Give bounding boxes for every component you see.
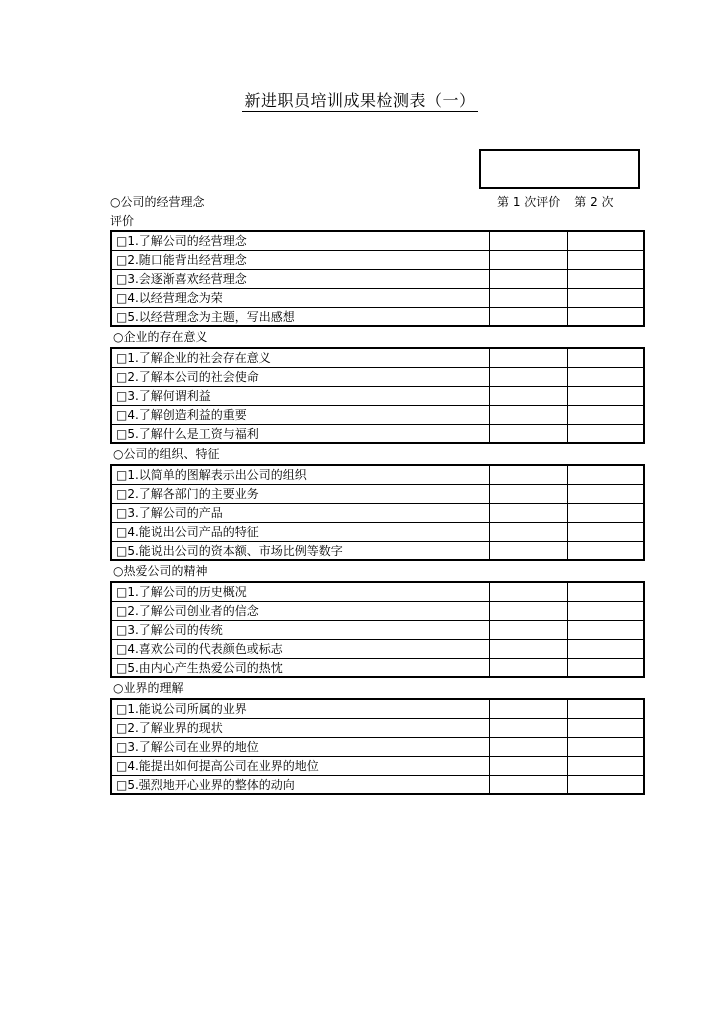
table-row bbox=[111, 307, 644, 326]
section-title: ○业界的理解 bbox=[113, 681, 184, 695]
evaluation-1-cell[interactable] bbox=[489, 250, 567, 269]
table-row bbox=[111, 541, 644, 560]
checklist-item[interactable]: □2.随口能背出经营理念 bbox=[111, 250, 489, 269]
score-box[interactable] bbox=[479, 149, 640, 189]
table-row bbox=[111, 699, 644, 718]
evaluation-1-cell[interactable] bbox=[489, 541, 567, 560]
evaluation-1-cell[interactable] bbox=[489, 348, 567, 367]
evaluation-1-cell[interactable] bbox=[489, 269, 567, 288]
evaluation-1-cell[interactable] bbox=[489, 775, 567, 794]
evaluation-1-cell[interactable] bbox=[489, 307, 567, 326]
evaluation-2-cell[interactable] bbox=[567, 250, 644, 269]
evaluation-2-cell[interactable] bbox=[567, 522, 644, 541]
checklist-item[interactable]: □5.了解什么是工资与福利 bbox=[111, 424, 489, 443]
evaluation-1-cell[interactable] bbox=[489, 405, 567, 424]
checklist-item[interactable]: □3.会逐渐喜欢经营理念 bbox=[111, 269, 489, 288]
evaluation-1-cell[interactable] bbox=[489, 231, 567, 250]
checklist-item[interactable]: □2.了解业界的现状 bbox=[111, 718, 489, 737]
evaluation-1-cell[interactable] bbox=[489, 288, 567, 307]
evaluation-1-cell[interactable] bbox=[489, 582, 567, 601]
document-title-text: 新进职员培训成果检测表（一） bbox=[244, 91, 476, 110]
evaluation-1-cell[interactable] bbox=[489, 503, 567, 522]
table-row bbox=[111, 405, 644, 424]
evaluation-label: 评价 bbox=[110, 214, 135, 228]
evaluation-2-cell[interactable] bbox=[567, 601, 644, 620]
evaluation-1-cell[interactable] bbox=[489, 620, 567, 639]
evaluation-2-cell[interactable] bbox=[567, 231, 644, 250]
section-title: ○热爱公司的精神 bbox=[113, 564, 208, 578]
evaluation-1-cell[interactable] bbox=[489, 718, 567, 737]
table-row bbox=[111, 522, 644, 541]
checklist-item[interactable]: □5.由内心产生热爱公司的热忱 bbox=[111, 658, 489, 677]
evaluation-1-cell[interactable] bbox=[489, 424, 567, 443]
checklist-item[interactable]: □4.了解创造利益的重要 bbox=[111, 405, 489, 424]
table-row bbox=[111, 601, 644, 620]
table-row bbox=[111, 756, 644, 775]
checklist-item[interactable]: □3.了解何谓利益 bbox=[111, 386, 489, 405]
evaluation-2-cell[interactable] bbox=[567, 658, 644, 677]
evaluation-2-cell[interactable] bbox=[567, 424, 644, 443]
checklist-item[interactable]: □5.能说出公司的资本额、市场比例等数字 bbox=[111, 541, 489, 560]
evaluation-1-cell[interactable] bbox=[489, 658, 567, 677]
evaluation-1-cell[interactable] bbox=[489, 756, 567, 775]
evaluation-2-label: 第 2 次 bbox=[574, 195, 614, 209]
table-row bbox=[111, 658, 644, 677]
section-title: ○公司的组织、特征 bbox=[113, 447, 220, 461]
checklist-item[interactable]: □2.了解公司创业者的信念 bbox=[111, 601, 489, 620]
checklist-item[interactable]: □1.能说公司所属的业界 bbox=[111, 699, 489, 718]
checklist-item[interactable]: □3.了解公司的传统 bbox=[111, 620, 489, 639]
checklist-item[interactable]: □3.了解公司在业界的地位 bbox=[111, 737, 489, 756]
table-row bbox=[111, 465, 644, 484]
table-row bbox=[111, 424, 644, 443]
checklist-item[interactable]: □1.了解公司的历史概况 bbox=[111, 582, 489, 601]
checklist-item[interactable]: □2.了解本公司的社会使命 bbox=[111, 367, 489, 386]
evaluation-1-cell[interactable] bbox=[489, 386, 567, 405]
table-row bbox=[111, 620, 644, 639]
table-row bbox=[111, 250, 644, 269]
evaluation-1-cell[interactable] bbox=[489, 639, 567, 658]
evaluation-2-cell[interactable] bbox=[567, 775, 644, 794]
evaluation-header bbox=[497, 193, 614, 210]
section-title: ○企业的存在意义 bbox=[113, 330, 208, 344]
evaluation-2-cell[interactable] bbox=[567, 386, 644, 405]
checklist-table bbox=[110, 581, 645, 678]
table-row bbox=[111, 718, 644, 737]
evaluation-1-cell[interactable] bbox=[489, 601, 567, 620]
checklist-item[interactable]: □1.以简单的图解表示出公司的组织 bbox=[111, 465, 489, 484]
evaluation-2-cell[interactable] bbox=[567, 620, 644, 639]
evaluation-2-cell[interactable] bbox=[567, 307, 644, 326]
checklist-item[interactable]: □4.能说出公司产品的特征 bbox=[111, 522, 489, 541]
table-row bbox=[111, 288, 644, 307]
evaluation-2-cell[interactable] bbox=[567, 503, 644, 522]
checklist-table bbox=[110, 464, 645, 561]
table-row bbox=[111, 639, 644, 658]
table-row bbox=[111, 503, 644, 522]
evaluation-2-cell[interactable] bbox=[567, 639, 644, 658]
evaluation-2-cell[interactable] bbox=[567, 718, 644, 737]
evaluation-2-cell[interactable] bbox=[567, 465, 644, 484]
checklist-item[interactable]: □5.以经营理念为主题，写出感想 bbox=[111, 307, 489, 326]
checklist-item[interactable]: □4.能提出如何提高公司在业界的地位 bbox=[111, 756, 489, 775]
evaluation-2-cell[interactable] bbox=[567, 405, 644, 424]
document-title bbox=[0, 88, 720, 111]
evaluation-1-cell[interactable] bbox=[489, 465, 567, 484]
evaluation-2-cell[interactable] bbox=[567, 541, 644, 560]
checklist-item[interactable]: □2.了解各部门的主要业务 bbox=[111, 484, 489, 503]
evaluation-2-cell[interactable] bbox=[567, 484, 644, 503]
evaluation-1-cell[interactable] bbox=[489, 367, 567, 386]
checklist-item[interactable]: □1.了解公司的经营理念 bbox=[111, 231, 489, 250]
evaluation-2-cell[interactable] bbox=[567, 269, 644, 288]
checklist-item[interactable]: □4.喜欢公司的代表颜色或标志 bbox=[111, 639, 489, 658]
evaluation-2-cell[interactable] bbox=[567, 367, 644, 386]
evaluation-2-cell[interactable] bbox=[567, 737, 644, 756]
evaluation-1-label: 第 1 次评价 bbox=[497, 195, 561, 209]
checklist-table bbox=[110, 230, 645, 327]
table-row bbox=[111, 737, 644, 756]
table-row bbox=[111, 348, 644, 367]
checklist-table bbox=[110, 698, 645, 795]
table-row bbox=[111, 582, 644, 601]
checklist-table bbox=[110, 347, 645, 444]
table-row bbox=[111, 484, 644, 503]
table-row bbox=[111, 386, 644, 405]
checklist-item[interactable]: □5.强烈地开心业界的整体的动向 bbox=[111, 775, 489, 794]
checklist-item[interactable]: □1.了解企业的社会存在意义 bbox=[111, 348, 489, 367]
table-row bbox=[111, 269, 644, 288]
evaluation-2-cell[interactable] bbox=[567, 756, 644, 775]
table-row bbox=[111, 775, 644, 794]
checklist-item[interactable]: □4.以经营理念为荣 bbox=[111, 288, 489, 307]
evaluation-1-cell[interactable] bbox=[489, 484, 567, 503]
evaluation-2-cell[interactable] bbox=[567, 699, 644, 718]
table-row bbox=[111, 367, 644, 386]
evaluation-2-cell[interactable] bbox=[567, 582, 644, 601]
evaluation-1-cell[interactable] bbox=[489, 522, 567, 541]
table-row bbox=[111, 231, 644, 250]
evaluation-2-cell[interactable] bbox=[567, 348, 644, 367]
checklist-sections bbox=[110, 230, 643, 795]
evaluation-1-cell[interactable] bbox=[489, 737, 567, 756]
evaluation-2-cell[interactable] bbox=[567, 288, 644, 307]
evaluation-1-cell[interactable] bbox=[489, 699, 567, 718]
checklist-item[interactable]: □3.了解公司的产品 bbox=[111, 503, 489, 522]
section-heading-management-philosophy: ○公司的经营理念 bbox=[110, 195, 205, 209]
